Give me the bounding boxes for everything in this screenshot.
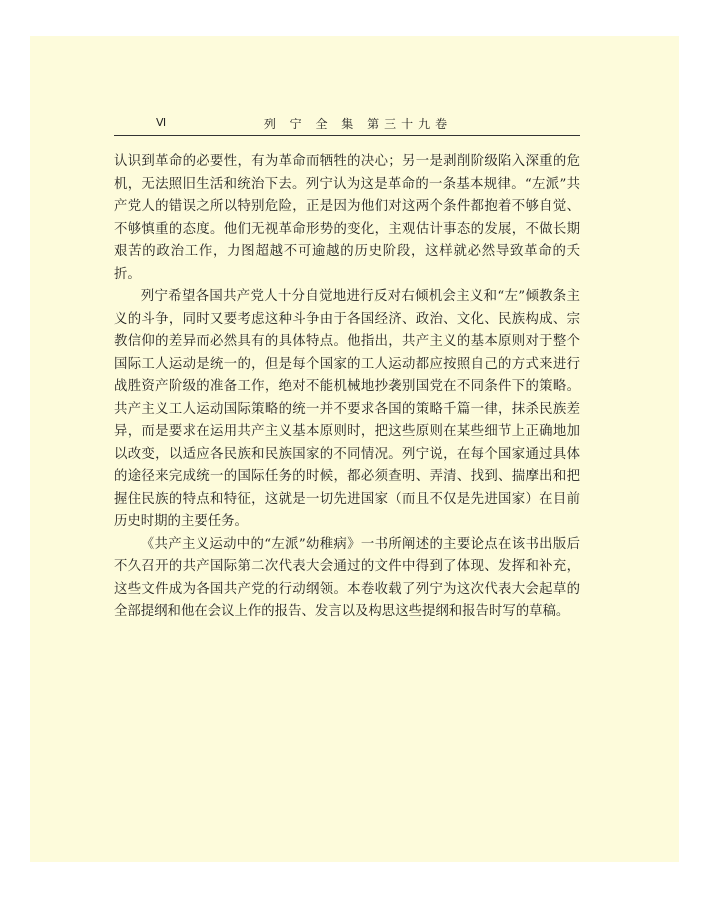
running-title: 列 宁 全 集 第三十九卷 (263, 117, 453, 131)
paragraph: 列宁希望各国共产党人十分自觉地进行反对右倾机会主义和“左”倾教条主义的斗争，同时又要考虑这种斗争由于各国经济、政治、文化、民族构成、宗教信仰的差异而必然具有的具体特点。他指出，共产主义的基本原则对于整个国际工人运动是统一的，但是每个国家的工人运动都应按照自己的方式来进行战胜资产阶级的准备工作，绝对不能机械地抄袭别国党在不同条件下的策略。共产主义工人运动国际策略的统一并不要求各国的策略千篇一律，抹杀民族差异，而是要求在运用共产主义基本原则时，把这些原则在某些细节上正确地加以改变，以适应各民族和民族国家的不同情况。列宁说，在每个国家通过具体的途径来完成统一的国际任务的时候，都必须查明、弄清、找到、揣摩出和把握住民族的特点和特征，这就是一切先进国家（而且不仅是先进国家）在目前历史时期的主要任务。 (114, 289, 580, 529)
body-text (114, 151, 580, 624)
page-header (114, 113, 580, 136)
paragraph-continued: 认识到革命的必要性，有为革命而牺牲的决心；另一是剥削阶级陷入深重的危机，无法照旧生活和统治下去。列宁认为这是革命的一条基本规律。“左派”共产党人的错误之所以特别危险，正是因为他们对这两个条件都抱着不够自觉、不够慎重的态度。他们无视革命形势的变化，主观估计事态的发展，不做长期艰苦的政治工作，力图超越不可逾越的历史阶段，这样就必然导致革命的夭折。 (114, 154, 580, 282)
paragraph: 《共产主义运动中的“左派”幼稚病》一书所阐述的主要论点在该书出版后不久召开的共产国际第二次代表大会通过的文件中得到了体现、发挥和补充，这些文件成为各国共产党的行动纲领。本卷收载了列宁为这次代表大会起草的全部提纲和他在会议上作的报告、发言以及构思这些提纲和报告时写的草稿。 (114, 536, 580, 619)
page-number: Ⅵ (156, 117, 167, 129)
